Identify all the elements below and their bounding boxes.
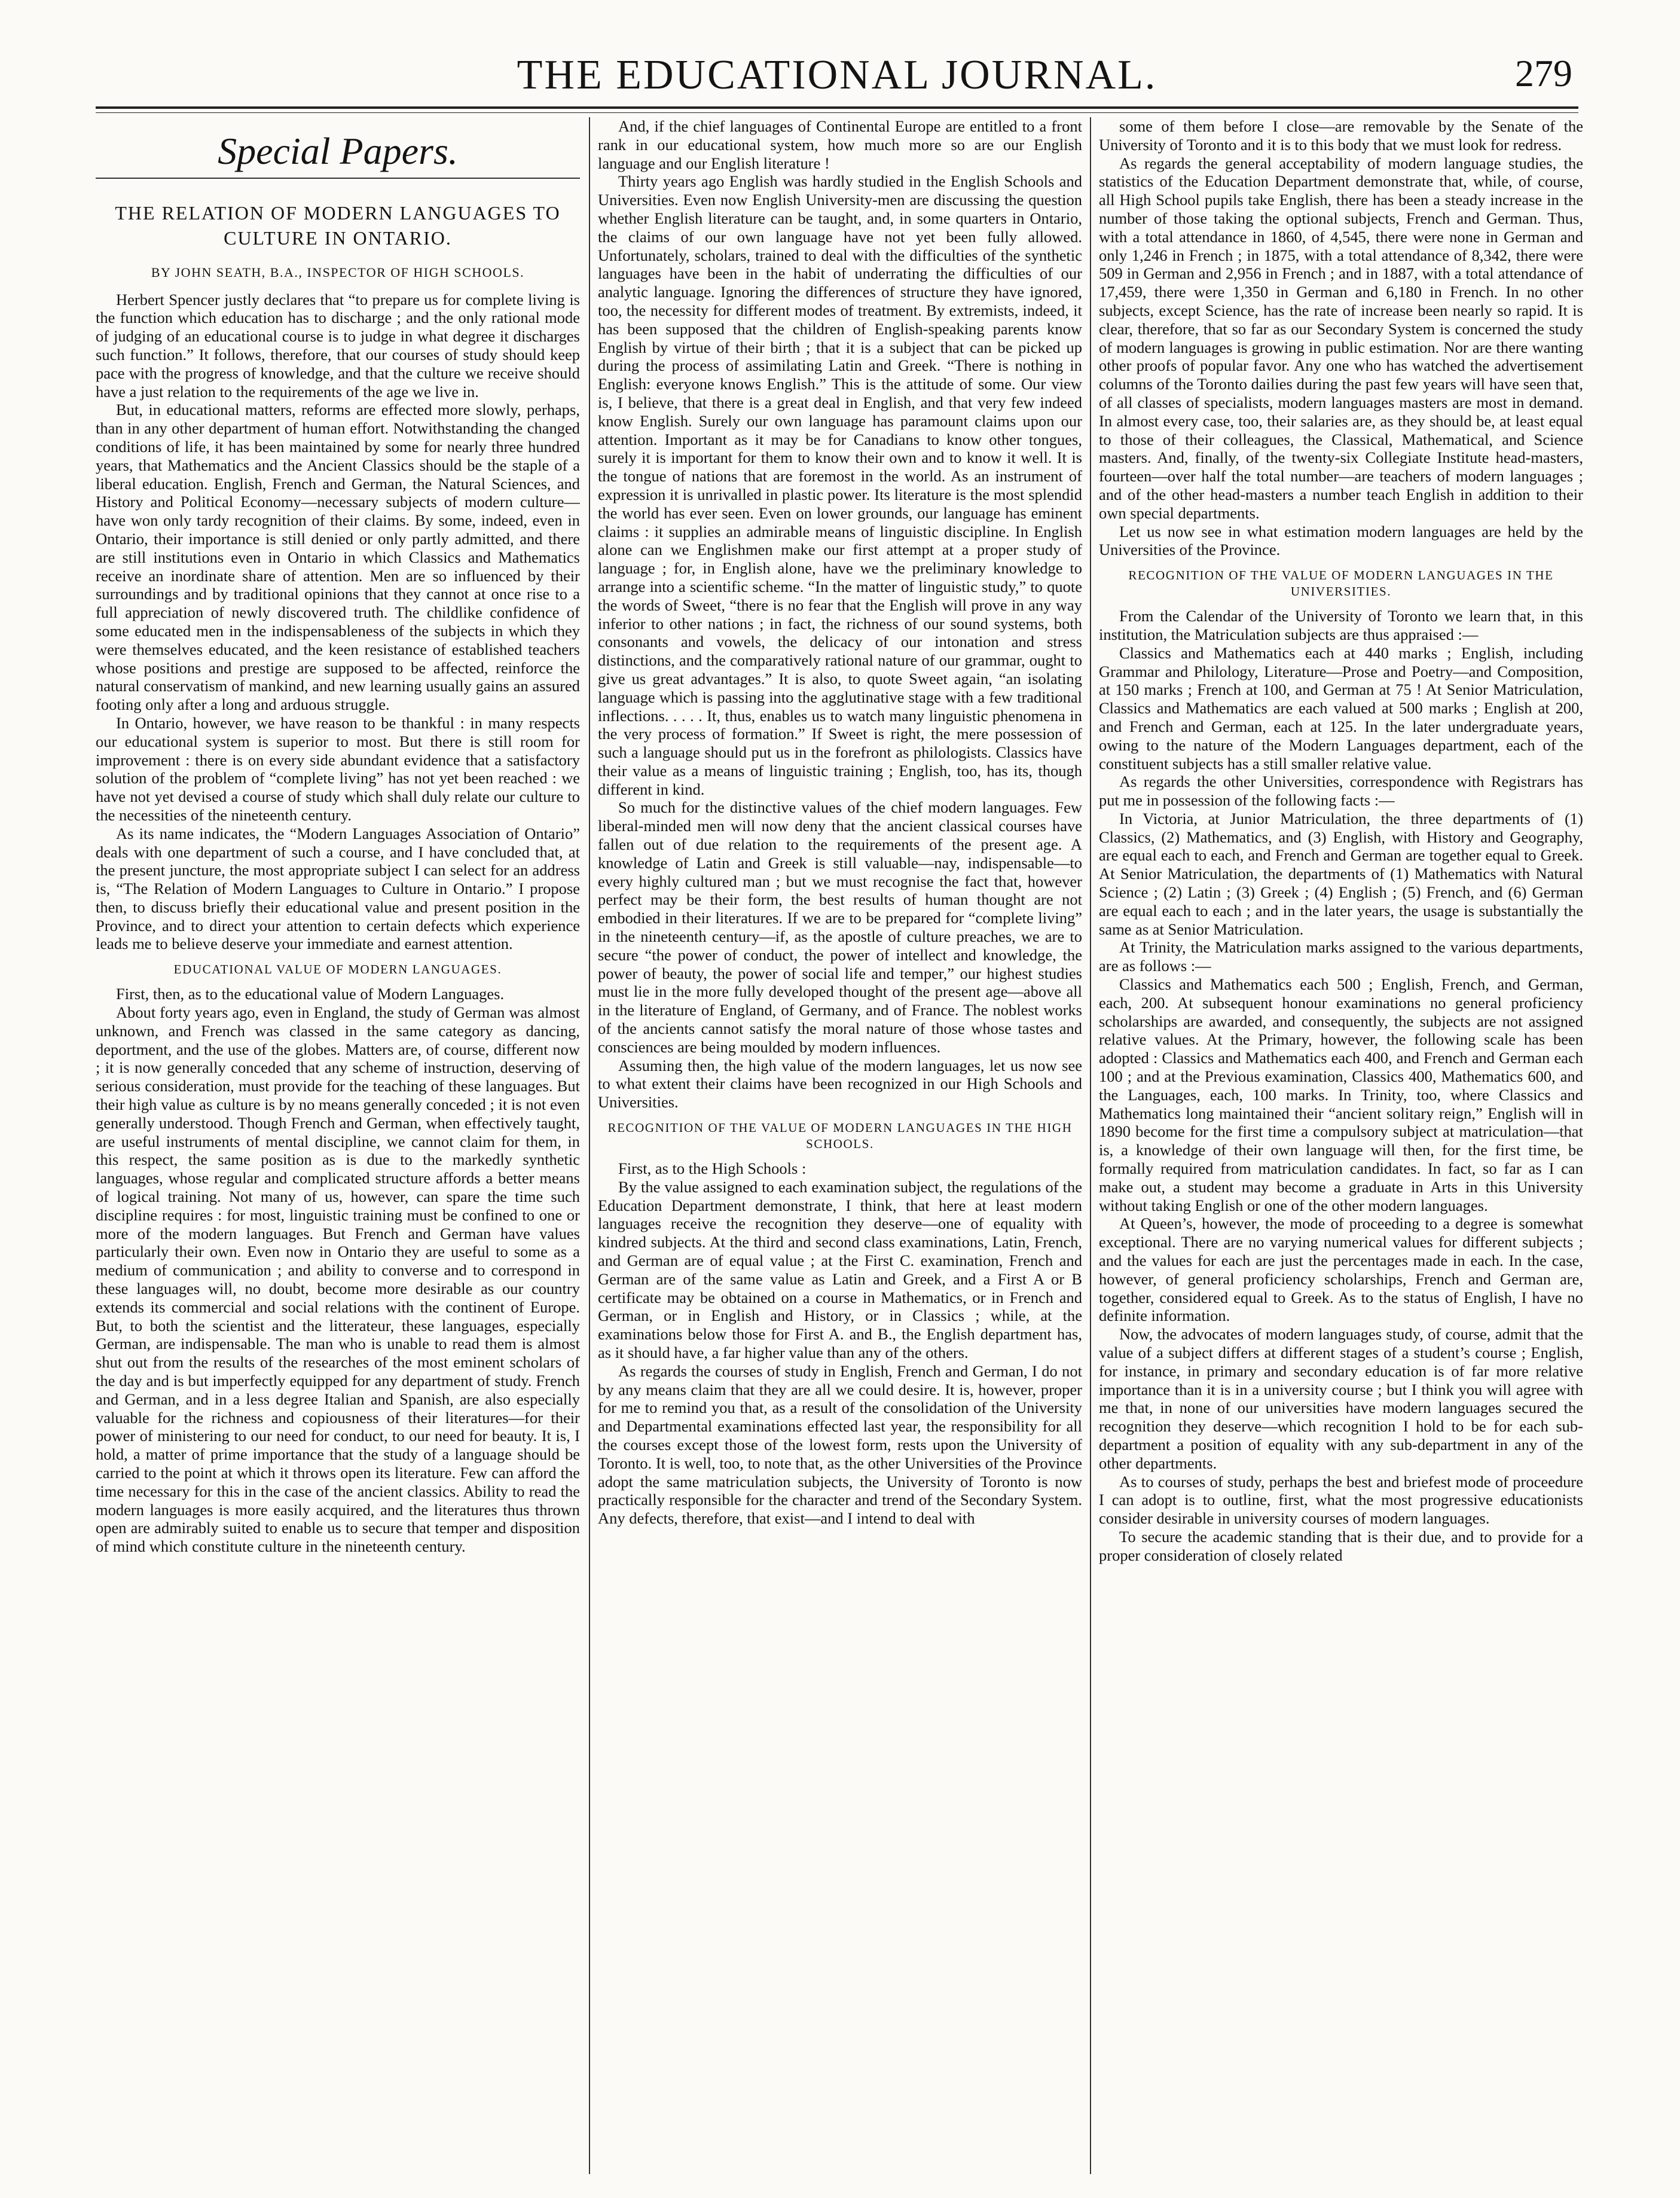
masthead <box>96 48 1578 108</box>
paragraph: And, if the chief languages of Continental Europe are entitled to a front rank in our educational system, how much more so are our English language and our English literature ! <box>598 117 1082 172</box>
paragraph: About forty years ago, even in England, the study of German was almost unknown, and French was classed in the same category as dancing, deportment, and the use of the globes. Matters are, of course, different now ; it is now generally conceded that any scheme of instruction, deserving of serious consideration, must provide for the teaching of these languages. But their high value as culture is by no means generally conceded ; it is not even generally understood. Though French and German, when effectively taught, are useful instruments of mental discipline, we cannot claim for them, in this respect, the same position as is due to the markedly synthetic languages, whose regular and complicated structure affords a better means of logical training. Not many of us, however, can spare the time such discipline requires : for most, linguistic training must be confined to one or more of the modern languages. But French and German have values particularly their own. Even now in Ontario they are useful to some as a medium of communication ; and ability to converse and to correspond in these languages will, no doubt, become more desirable as our country extends its commercial and social relations with the continent of Europe. But, to both the scientist and the litterateur, these languages, especially German, are indispensable. The man who is unable to read them is almost shut out from the results of the researches of the most eminent scholars of the day and is but imperfectly equipped for any department of study. French and German, and in a less degree Italian and Spanish, are also especially valuable for the richness and copiousness of their literatures—for their power of ministering to our need for conduct, to our need for beauty. It is, I hold, a matter of prime importance that the study of a language should be carried to the point at which it throws open its literature. Few can afford the time necessary for this in the case of the ancient classics. Ability to read the modern languages is more easily acquired, and the literatures thus thrown open are admirably suited to enable us to secure that temper and disposition of mind which constitute culture in the nineteenth century. <box>96 1003 580 1556</box>
article-title: THE RELATION OF MODERN LANGUAGES TO CULTURE IN ONTARIO. <box>115 202 561 249</box>
paragraph: By the value assigned to each examination subject, the regulations of the Education Department demonstrate, I think, that here at least modern languages receive the recognition they deserve—one of equality with kindred subjects. At the third and second class examinations, Latin, French, and German are of equal value ; at the First C. examination, French and German are of the same value as Latin and Greek, and a First A or B certificate may be obtained on a course in Mathematics, or in French and German, or in English and History, or in Classics ; while, at the examinations below those for First A. and B., the English department has, as it should have, a far higher value than any of the others. <box>598 1177 1082 1361</box>
paragraph: First, then, as to the educational value of Modern Languages. <box>116 985 505 1003</box>
column-2 <box>598 117 1082 2186</box>
column-1 <box>96 117 580 2186</box>
paragraph: As regards the courses of study in English, French and German, I do not by any means claim that they are all we could desire. It is, however, proper for me to remind you that, as a result of the consolidation of the University and Departmental examinations effected last year, the responsibility for all the courses except those of the lowest form, rests upon the University of Toronto. It is well, too, to note that, as the other Universities of the Province adopt the same matriculation subjects, the University of Toronto is now practically responsible for the character and trend of the Secondary System. Any defects, therefore, that exist—and I intend to deal with <box>598 1361 1082 1528</box>
paragraph: Thirty years ago English was hardly studied in the English Schools and Universities. Even now English University-men are discussing the question whether English literature can be taught, and, in some quarters in Ontario, the claims of our own language have not yet been fully allowed. Unfortunately, scholars, trained to deal with the difficulties of the synthetic languages have been in the habit of underrating the difficulties of our analytic language. Ignoring the differences of structure they have ignored, too, the necessity for different modes of treatment. By extremists, indeed, it has been supposed that the children of English-speaking parents know English by virtue of their birth ; that it is a subject that can be picked up during the process of assimilating Latin and Greek. “There is nothing in English: everyone knows English.” This is the attitude of some. Our view is, I believe, that there is a great deal in English, and that very few indeed know English. Surely our own language has paramount claims upon our attention. Important as it may be for Canadians to know other tongues, surely it is important for them to know their own and to know it well. It is the tongue of nations that are foremost in the world. As an instrument of expression it is unrivalled in plastic power. Its literature is the most splendid the world has ever seen. Even on lower grounds, our language has eminent claims : it supplies an admirable means of linguistic discipline. In English alone can we Englishmen make our first attempt at a proper study of language ; for, in English alone, have we the preliminary knowledge to arrange into a scientific scheme. “In the matter of linguistic study,” to quote the words of Sweet, “there is no fear that the English will prove in any way inferior to other nations ; in fact, the richness of our sound systems, both consonants and vowels, the delicacy of our intonation and stress distinctions, and the comparatively rational nature of our grammar, ought to give us great advantages.” It is also, to quote Sweet again, “an isolating language which is passing into the agglutinative stage with a few traditional inflections. . . . . It, thus, enables us to watch many linguistic phenomena in the very process of formation.” If Sweet is right, the mere possession of such a language should put us in the forefront as philologists. Classics have their value as a means of linguistic training ; English, too, has its, though different in kind. <box>598 172 1082 798</box>
paragraph: Classics and Mathematics each at 440 marks ; English, including Grammar and Philology, Literature—Prose and Poetry—and Composition, at 150 marks ; French at 100, and German at 75 ! At Senior Matriculation, Classics and Mathematics are each valued at 500 marks ; English at 200, and French and German, each at 125. In the later undergraduate years, owing to the nature of the Modern Languages department, each of the constituent subjects has a still smaller relative value. <box>1099 643 1583 773</box>
paragraph: So much for the distinctive values of the chief modern languages. Few liberal-minded men will now deny that the ancient classical courses have fallen out of due relation to the requirements of the present age. A knowledge of Latin and Greek is still valuable—nay, indispensable—to every highly cultured man ; but we must recognise the fact that, however perfect may be their form, the best results of human thought are not embodied in their literatures. If we are to be prepared for “complete living” in the nineteenth century—if, as the apostle of culture preaches, we are to secure “the power of conduct, the power of intellect and knowledge, the power of beauty, the power of social life and temper,” our highest studies must lie in the more fully developed thought of the present age—above all in the literature of England, of Germany, and of France. The noblest works of the ancients cannot satisfy the moral nature of those whose tastes and consciences are being moulded by modern influences. <box>598 798 1082 1056</box>
subhead-recognition-high-schools: RECOGNITION OF THE VALUE OF MODERN LANGUAGES IN THE HIGH SCHOOLS. <box>607 1121 1073 1152</box>
section-rule <box>96 178 580 179</box>
paragraph: Classics and Mathematics each 500 ; English, French, and German, each, 200. At subsequent honour examinations no general proficiency scholarships are awarded, and consequently, the subjects are not assigned relative values. At the Primary, however, the following scale has been adopted : Classics and Mathematics each 400, and French and German each 100 ; and at the Previous examination, Classics 400, Mathematics 600, and the Languages, each, 100 marks. In Trinity, too, where Classics and Mathematics long maintained their “ancient solitary reign,” English will in 1890 become for the first time a compulsory subject at matriculation—that is, a knowledge of their own language will then, for the first time, be formally required from matriculation candidates. In fact, so far as I can make out, a student may become a graduate in Arts in this University without taking English or one of the other modern languages. <box>1099 975 1583 1214</box>
page-number: 279 <box>1515 52 1572 94</box>
paragraph: To secure the academic standing that is their due, and to provide for a proper consideration of closely related <box>1099 1527 1583 1564</box>
paragraph: At Queen’s, however, the mode of proceeding to a degree is somewhat exceptional. There are no varying numerical values for different subjects ; and the values for each are just the percentages made in each. In the case, however, of general proficiency scholarships, French and German are, together, considered equal to Greek. As to the status of English, I have no definite information. <box>1099 1214 1583 1325</box>
paragraph: As its name indicates, the “Modern Languages Association of Ontario” deals with one department of such a course, and I have concluded that, at the present juncture, the most appropriate subject I can select for an address is, “The Relation of Modern Languages to Culture in Ontario.” I propose then, to discuss briefly their educational value and present position in the Province, and to direct your attention to certain defects which experience leads me to believe deserve your immediate and earnest attention. <box>96 824 580 953</box>
header-rule <box>96 106 1578 109</box>
journal-title: THE EDUCATIONAL JOURNAL. <box>517 52 1157 98</box>
paragraph: But, in educational matters, reforms are effected more slowly, perhaps, than in any other department of human effort. Notwithstanding the changed conditions of life, it has been maintained by some for nearly three hundred years, that Mathematics and the Ancient Classics should be the staple of a liberal education. English, French and German, the Natural Sciences, and History and Political Economy—necessary subjects of modern culture—have won only tardy recognition of their claims. By some, indeed, even in Ontario, their importance is still denied or only partly admitted, and there are still institutions even in Ontario in which Classics and Mathematics receive an inordinate share of attention. Men are so influenced by their surroundings and by traditional opinions that they cannot at once rise to a full appreciation of newly discovered truth. The childlike confidence of some educated men in the indispensableness of the subjects in which they were themselves educated, and the keen resistance of established teachers whose positions and prestige are supposed to be affected, reinforce the natural conservatism of mankind, and new learning usually gains an assured footing only after a long and arduous struggle. <box>96 401 580 714</box>
paragraph: First, as to the High Schools : <box>618 1159 807 1178</box>
paragraph: Now, the advocates of modern languages study, of course, admit that the value of a subject differs at different stages of a student’s course ; English, for instance, in primary and secondary education is of far more relative importance than it is in a university course ; but I think you will agree with me that, in none of our universities have modern languages secured the recognition they deserve—which recognition I hold to be for each sub-department a position of equality with any sub-department in any of the other departments. <box>1099 1325 1583 1472</box>
paragraph: Assuming then, the high value of the modern languages, let us now see to what extent their claims have been recognized in our High Schools and Universities. <box>598 1056 1082 1112</box>
subhead-educational-value: EDUCATIONAL VALUE OF MODERN LANGUAGES. <box>173 962 502 977</box>
paragraph: At Trinity, the Matriculation marks assigned to the various departments, are as follows :— <box>1099 938 1583 975</box>
subhead-recognition-universities: RECOGNITION OF THE VALUE OF MODERN LANGUAGES IN THE UNIVERSITIES. <box>1128 568 1554 599</box>
paragraph: In Victoria, at Junior Matriculation, the three departments of (1) Classics, (2) Mathematics, and (3) English, with History and Geography, are equal each to each, and French and German are together equal to Greek. At Senior Matriculation, the departments of (1) Mathematics with Natural Science ; (2) Latin ; (3) Greek ; (4) English ; (5) French, and (6) German are equal each to each ; and in the later years, the usage is substantially the same as at Senior Matriculation. <box>1099 809 1583 938</box>
column-divider <box>589 117 590 2174</box>
paragraph: Herbert Spencer justly declares that “to prepare us for complete living is the function which education has to discharge ; and the only rational mode of judging of an educational course is to judge in what degree it discharges such function.” It follows, therefore, that our courses of study should keep pace with the progress of knowledge, and that the culture we receive should have a just relation to the requirements of the age we live in. <box>96 290 580 401</box>
paragraph: From the Calendar of the University of Toronto we learn that, in this institution, the Matriculation subjects are thus appraised :— <box>1099 607 1583 643</box>
paragraph: some of them before I close—are removable by the Senate of the University of Toronto and it is to this body that we must look for redress. <box>1099 117 1583 154</box>
column-3 <box>1099 117 1583 2186</box>
paragraph: Let us now see in what estimation modern languages are held by the Universities of the Province. <box>1099 522 1583 559</box>
paragraph: As regards the general acceptability of modern language studies, the statistics of the Education Department demonstrate that, while, of course, all High School pupils take English, there has been a steady increase in the number of those taking the optional subjects, French and German. Thus, with a total attendance in 1860, of 4,545, there were none in German and only 1,246 in French ; in 1875, with a total attendance of 8,342, there were 509 in German and 2,956 in French ; and in 1887, with a total attendance of 17,459, there were 1,350 in German and 6,180 in French. In no other subjects, except Science, has the rate of increase been nearly so rapid. It is clear, therefore, that so far as our Secondary System is concerned the study of modern languages is growing in public estimation. Nor are there wanting other proofs of popular favor. Any one who has watched the advertisement columns of the Toronto dailies during the past few years will have seen that, of all classes of specialists, modern languages masters are most in demand. In almost every case, too, their salaries are, as they should be, at least equal to those of their colleagues, the Classical, Mathematical, and Science masters. And, finally, of the twenty-six Collegiate Institute head-masters, fourteen—over half the total number—are teachers of modern languages ; and of the other head-masters a number teach English in addition to their own special departments. <box>1099 154 1583 522</box>
paragraph: In Ontario, however, we have reason to be thankful : in many respects our educational system is superior to most. But there is still room for improvement : there is on every side abundant evidence that a satisfactory solution of the problem of “complete living” has not yet been reached : we have not yet devised a course of study which shall duly relate our culture to the necessities of the nineteenth century. <box>96 713 580 824</box>
paragraph: As regards the other Universities, correspondence with Registrars has put me in possession of the following facts :— <box>1099 773 1583 810</box>
byline: BY JOHN SEATH, B.A., INSPECTOR OF HIGH SCHOOLS. <box>151 264 525 280</box>
section-label: Special Papers. <box>218 130 458 172</box>
column-divider <box>1090 117 1091 2174</box>
paragraph: As to courses of study, perhaps the best and briefest mode of proceedure I can adopt is to outline, first, what the most progressive educationists consider desirable in university courses of modern languages. <box>1099 1472 1583 1528</box>
header-rule-thin <box>96 112 1578 113</box>
